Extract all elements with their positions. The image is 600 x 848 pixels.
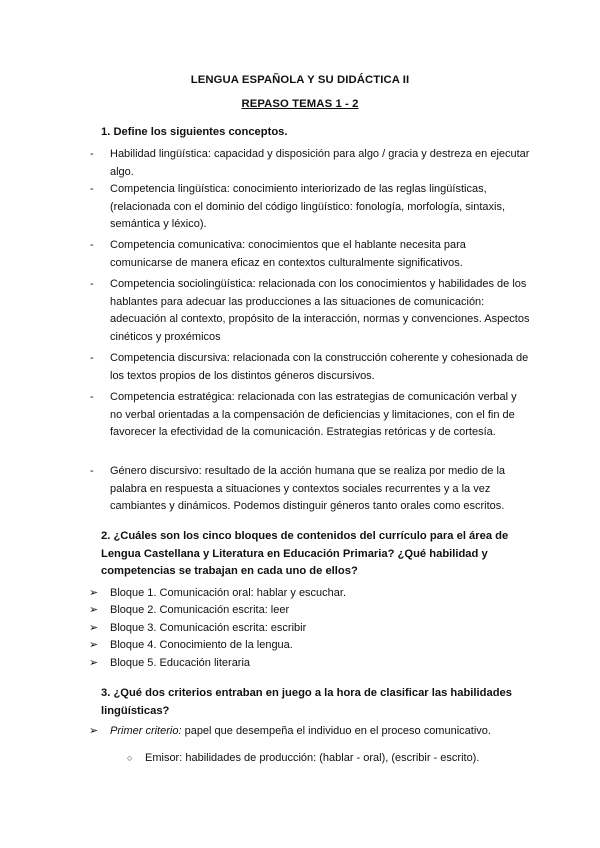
dash-bullet: -	[90, 183, 94, 195]
list-item: Género discursivo: resultado de la acción humana que se realiza por medio de la palabra en respuesta a situaciones y contextos sociales recurrentes y a la vez cambiantes y dinámicos. Podemos distinguir géneros tanto orales como escritos.	[110, 465, 506, 513]
list-item: Bloque 5. Educación literaria	[110, 657, 251, 669]
arrow-bullet-icon: ➢	[89, 604, 99, 616]
list-item: Bloque 3. Comunicación escrita: escribir	[110, 622, 307, 634]
arrow-bullet-icon: ➢	[89, 587, 99, 599]
list-item: Bloque 1. Comunicación oral: hablar y escuchar.	[110, 587, 347, 599]
circle-bullet-icon: ○	[127, 753, 133, 763]
list-item: Habilidad lingüística: capacidad y disposición para algo / gracia y destreza en ejecutar algo.	[110, 148, 530, 178]
dash-bullet: -	[90, 465, 94, 477]
dash-bullet: -	[90, 278, 94, 290]
list-item: Competencia comunicativa: conocimientos que el hablante necesita para comunicarse de manera eficaz en contextos culturalmente significativos.	[110, 239, 466, 269]
criterion-label: Primer criterio:	[110, 725, 182, 737]
arrow-bullet-icon: ➢	[89, 639, 99, 651]
list-item: Competencia discursiva: relacionada con la construcción coherente y cohesionada de los textos propios de los distintos géneros discursivos.	[110, 352, 529, 382]
document-subtitle: REPASO TEMAS 1 - 2	[241, 98, 359, 110]
criterion-text: papel que desempeña el individuo en el proceso comunicativo.	[184, 725, 491, 737]
dash-bullet: -	[90, 391, 94, 403]
arrow-bullet-icon: ➢	[89, 622, 99, 634]
list-item: Competencia estratégica: relacionada con las estrategias de comunicación verbal y no verbal orientadas a la compensación de deficiencias y limitaciones, con el fin de favorecer la efectividad de la comunicación. Estrategias retóricas y de cortesía.	[110, 391, 517, 439]
list-item: Bloque 2. Comunicación escrita: leer	[110, 604, 290, 616]
criterion-item	[110, 723, 530, 741]
dash-bullet: -	[90, 148, 94, 160]
dash-bullet: -	[90, 352, 94, 364]
question-2: 2. ¿Cuáles son los cinco bloques de contenidos del currículo para el área de Lengua Castellana y Literatura en Educación Primaria? ¿Qué habilidad y competencias se trabajan en cada uno de ellos?	[101, 530, 509, 578]
question-3: 3. ¿Qué dos criterios entraban en juego a la hora de clasificar las habilidades lingüísticas?	[101, 687, 512, 717]
list-item: Competencia sociolingüística: relacionada con los conocimientos y habilidades de los hablantes para adecuar las producciones a las situaciones de comunicación: adecuación al contexto, propósito de la interacción, normas y convenciones. Aspectos cinéticos y proxémicos	[110, 278, 530, 343]
arrow-bullet-icon: ➢	[89, 657, 99, 669]
document-title: LENGUA ESPAÑOLA Y SU DIDÁCTICA II	[190, 74, 410, 86]
arrow-bullet-icon: ➢	[89, 725, 99, 737]
question-1: 1. Define los siguientes conceptos.	[101, 126, 288, 138]
list-item: Bloque 4. Conocimiento de la lengua.	[110, 639, 293, 651]
sub-list-item: Emisor: habilidades de producción: (hablar - oral), (escribir - escrito).	[145, 752, 480, 764]
dash-bullet: -	[90, 239, 94, 251]
list-item: Competencia lingüística: conocimiento interiorizado de las reglas lingüísticas, (relacionada con el dominio del código lingüístico: fonología, morfología, sintaxis, semántica y léxico).	[110, 183, 506, 231]
